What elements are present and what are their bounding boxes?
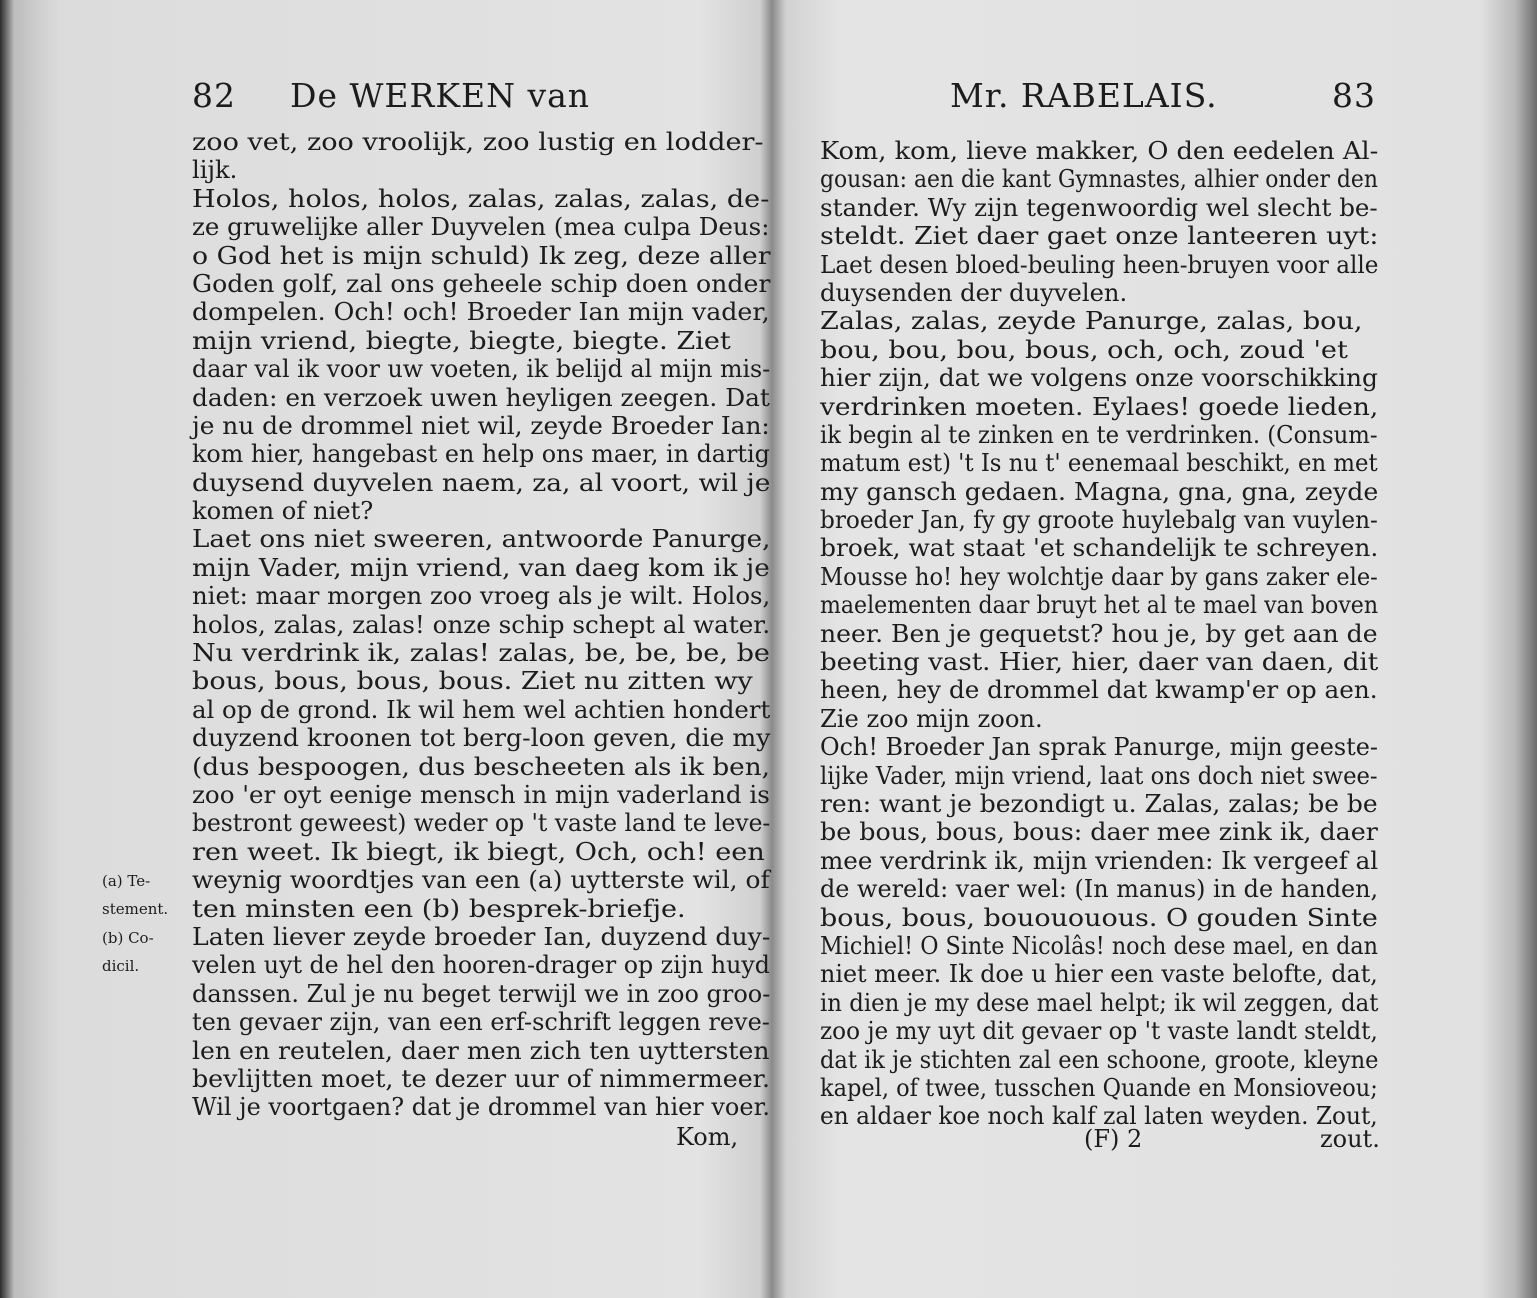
margin-note-line: stement. (102, 900, 169, 919)
text-line: duysenden der duyvelen. (820, 278, 1128, 307)
text-line: matum est) 't Is nu t' eenemaal beschikt, en met (820, 449, 1378, 478)
text-line: ten gevaer zijn, van een erf-schrift leggen reve- (192, 1008, 770, 1037)
text-line: ten minsten een (b) besprek-briefje. (192, 894, 686, 923)
text-line: Goden golf, zal ons geheele schip doen onder (192, 269, 771, 298)
text-line: komen of niet? (192, 497, 374, 526)
text-line: Kom, kom, lieve makker, O den eedelen Al- (820, 137, 1379, 165)
text-line: Laet desen bloed-beuling heen-bruyen voor alle (820, 250, 1379, 279)
text-line: bestront geweest) weder op 't vaste land te leve- (192, 809, 771, 838)
page-number-right: 83 (1332, 76, 1376, 115)
text-line: maelementen daar bruyt het al te mael van boven (820, 591, 1379, 620)
text-line: lijk. (192, 156, 238, 185)
text-line: ren: want je bezondigt u. Zalas, zalas; be be (820, 789, 1378, 818)
text-line: duyzend kroonen tot berg-loon geven, die my (192, 724, 771, 753)
text-line: heen, hey de drommel dat kwamp'er op aen. (820, 676, 1378, 705)
text-line: Zalas, zalas, zeyde Panurge, zalas, bou, (820, 307, 1363, 336)
left-body-text (192, 128, 790, 1122)
running-title-right: Mr. RABELAIS. (950, 76, 1218, 115)
left-running-head (18, 76, 770, 126)
text-line: je nu de drommel niet wil, zeyde Broeder Ian: (192, 411, 770, 440)
right-footer (784, 1125, 1519, 1165)
text-line: mee verdrink ik, mijn vrienden: Ik vergeef al (820, 846, 1379, 875)
text-line: verdrinken moeten. Eylaes! goede lieden, (820, 392, 1379, 421)
text-line: neer. Ben je gequetst? hou je, by get aan de (820, 619, 1378, 648)
text-line: len en reutelen, daer men zich ten uyttersten (192, 1036, 770, 1065)
text-line: niet meer. Ik doe u hier een vaste belofte, dat, (820, 960, 1378, 989)
right-running-head (784, 76, 1519, 126)
text-line: be bous, bous, bous: daer mee zink ik, daer (820, 818, 1378, 847)
text-line: lijke Vader, mijn vriend, laat ons doch niet swee- (820, 761, 1378, 790)
right-body-text (820, 137, 1437, 1131)
page-number-left: 82 (192, 76, 236, 115)
right-page (784, 0, 1519, 1298)
text-line: o God het is mijn schuld) Ik zeg, deze aller (192, 241, 771, 270)
text-line: stander. Wy zijn tegenwoordig wel slecht be- (820, 193, 1378, 222)
text-line: Laten liever zeyde broeder Ian, duyzend duy- (192, 922, 771, 951)
text-line: mijn vriend, biegte, biegte, biegte. Ziet (192, 326, 731, 355)
text-line: zoo je my uyt dit gevaer op 't vaste landt steldt, (820, 1017, 1378, 1046)
text-line: zoo 'er oyt eenige mensch in mijn vaderland is (192, 780, 770, 809)
text-line: duysend duyvelen naem, za, al voort, wil je (192, 468, 771, 497)
text-line: holos, zalas, zalas! onze schip schept al water. (192, 610, 771, 639)
margin-note-line: dicil. (102, 957, 140, 976)
text-line: bou, bou, bou, bous, och, och, zoud 'et (820, 335, 1348, 364)
text-line: hier zijn, dat we volgens onze voorschikking (820, 364, 1378, 393)
text-line: bous, bous, bouououous. O gouden Sinte (820, 903, 1378, 932)
text-line: dat ik je stichten zal een schoone, groote, kleyne (820, 1045, 1379, 1074)
margin-note-line: (b) Co- (102, 928, 154, 947)
text-line: Holos, holos, holos, zalas, zalas, zalas, de- (192, 184, 770, 213)
text-line: Och! Broeder Jan sprak Panurge, mijn geeste- (820, 733, 1378, 762)
left-page (18, 0, 770, 1298)
text-line: daar val ik voor uw voeten, ik belijd al mijn mis- (192, 355, 771, 384)
text-line: zoo vet, zoo vroolijk, zoo lustig en lodder- (192, 128, 764, 156)
text-line: bous, bous, bous, bous. Ziet nu zitten wy (192, 667, 753, 696)
catchword-right: zout. (1320, 1125, 1380, 1153)
text-line: Mousse ho! hey wolchtje daar by gans zaker ele- (820, 562, 1378, 591)
running-title-left: De WERKEN van (290, 76, 591, 115)
text-line: gousan: aen die kant Gymnastes, alhier onder den (820, 165, 1378, 194)
text-line: dompelen. Och! och! Broeder Ian mijn vader, (192, 298, 770, 327)
text-line: Wil je voortgaen? dat je drommel van hier voer. (192, 1093, 771, 1122)
catchword-left: Kom, (676, 1123, 739, 1151)
text-line: en aldaer koe noch kalf zal laten weyden. Zout, (820, 1102, 1378, 1131)
text-line: danssen. Zul je nu beget terwijl we in zoo groo- (192, 979, 771, 1008)
margin-note-line: (a) Te- (102, 872, 151, 890)
text-line: Zie zoo mijn zoon. (820, 704, 1043, 733)
text-line: beeting vast. Hier, hier, daer van daen, dit (820, 648, 1379, 677)
text-line: steldt. Ziet daer gaet onze lanteeren uyt: (820, 222, 1379, 251)
text-line: bevlijtten moet, te dezer uur of nimmermeer. (192, 1064, 771, 1093)
text-line: daden: en verzoek uwen heyligen zeegen. Dat (192, 383, 770, 412)
text-line: ik begin al te zinken en te verdrinken. (Consum- (820, 420, 1378, 449)
signature-mark: (F) 2 (1084, 1125, 1143, 1153)
left-footer (18, 1125, 770, 1165)
text-line: broek, wat staat 'et schandelijk te schreyen. (820, 534, 1379, 563)
margin-notes (102, 872, 168, 986)
text-line: mijn Vader, mijn vriend, van daeg kom ik je (192, 553, 770, 582)
text-line: ze gruwelijke aller Duyvelen (mea culpa Deus: (192, 213, 770, 242)
text-line: ren weet. Ik biegt, ik biegt, Och, och! een (192, 837, 765, 866)
text-line: al op de grond. Ik wil hem wel achtien hondert (192, 695, 771, 724)
text-line: my gansch gedaen. Magna, gna, gna, zeyde (820, 477, 1379, 506)
text-line: broeder Jan, fy gy groote huylebalg van vuylen- (820, 506, 1378, 535)
text-line: kapel, of twee, tusschen Quande en Monsioveou; (820, 1073, 1378, 1102)
text-line: weynig woordtjes van een (a) uytterste wil, of (192, 866, 770, 895)
text-line: kom hier, hangebast en help ons maer, in dartig (192, 440, 770, 469)
text-line: Michiel! O Sinte Nicolâs! noch dese mael, en dan (820, 931, 1378, 960)
text-line: Laet ons niet sweeren, antwoorde Panurge, (192, 525, 771, 554)
text-line: (dus bespoogen, dus bescheeten als ik ben, (192, 752, 770, 781)
text-line: de wereld: vaer wel: (In manus) in de handen, (820, 875, 1379, 904)
text-line: niet: maar morgen zoo vroeg als je wilt. Holos, (192, 582, 771, 611)
text-line: velen uyt de hel den hooren-drager op zijn huyd (192, 951, 770, 980)
text-line: in dien je my dese mael helpt; ik wil zeggen, dat (820, 988, 1379, 1017)
text-line: Nu verdrink ik, zalas! zalas, be, be, be, be (192, 639, 770, 668)
